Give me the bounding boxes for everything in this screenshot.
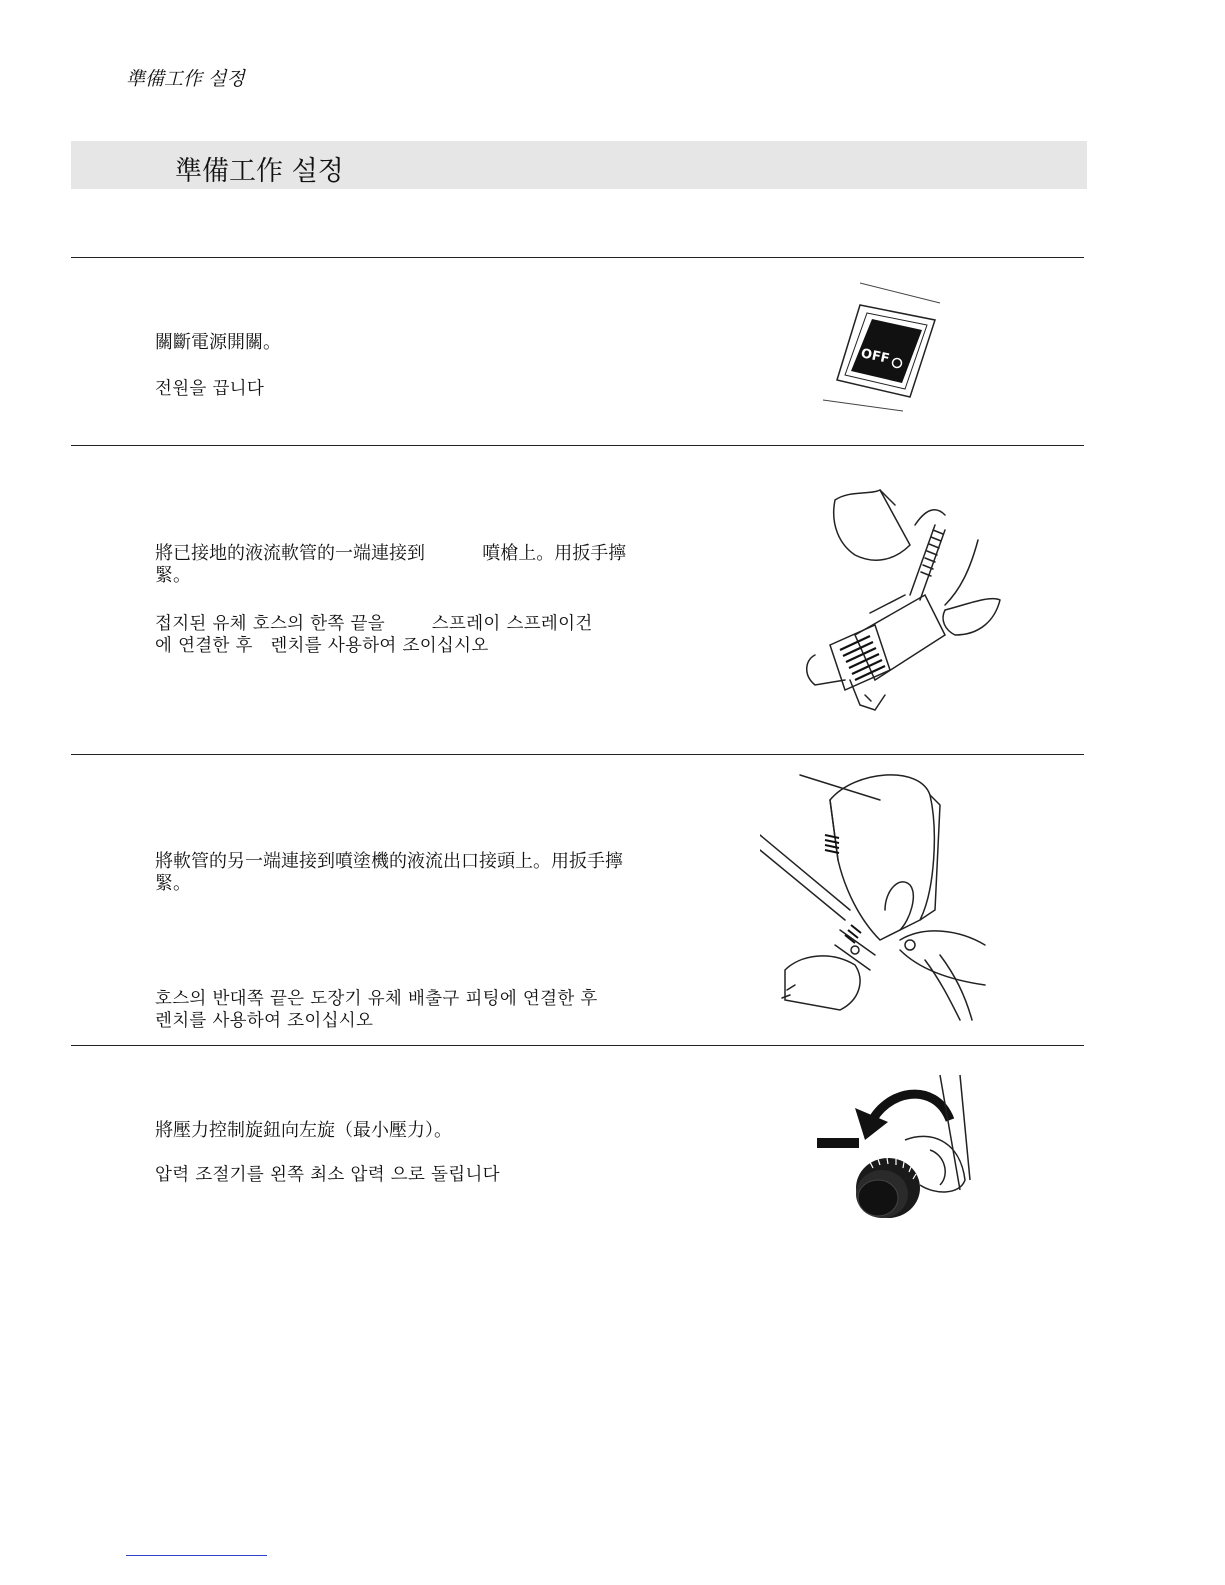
footer-link-underline [126,1555,267,1556]
sprayer-outlet-illustration [760,770,1015,1030]
minus-sign-icon [817,1138,859,1148]
step-4-ko: 압력 조절기를 왼쪽 최소 압력 으로 돌립니다 [155,1165,500,1185]
divider [71,1045,1084,1046]
step-3-zh [155,851,700,895]
section-title-bar [71,141,1087,189]
step-2-ko [155,613,700,657]
step-1-ko: 전원을 끕니다 [155,379,265,399]
divider [71,754,1084,755]
step-2-ko-line2: 에 연결한 후 렌치를 사용하여 조이십시오 [155,636,489,656]
section-title: 準備工作 설정 [175,156,344,187]
divider [71,445,1084,446]
step-3-ko-line2: 렌치를 사용하여 조이십시오 [155,1011,374,1031]
spray-gun-hose-illustration [795,485,1010,720]
step-3-ko [155,988,700,1032]
pressure-knob-illustration [810,1070,980,1230]
step-2-zh-line1: 將已接地的液流軟管的一端連接到 噴槍上。用扳手擰 [155,543,627,564]
switch-off-label: OFF [859,346,891,367]
step-2-ko-line1: 접지된 유체 호스의 한쪽 끝을 스프레이 스프레이건 [155,614,593,634]
running-header: 準備工作 설정 [126,68,245,90]
step-2-zh [155,543,700,587]
step-3-zh-line1: 將軟管的另一端連接到噴塗機的液流出口接頭上。用扳手擰 [155,851,623,872]
step-1-zh: 關斷電源開關。 [155,332,281,353]
step-4-zh: 將壓力控制旋鈕向左旋（最小壓力）。 [155,1120,452,1141]
power-switch-illustration [815,275,955,420]
step-2-zh-line2: 緊。 [155,565,191,586]
step-3-zh-line2: 緊。 [155,873,191,894]
step-3-ko-line1: 호스의 반대쪽 끝은 도장기 유체 배출구 피팅에 연결한 후 [155,989,598,1009]
divider [71,257,1084,258]
